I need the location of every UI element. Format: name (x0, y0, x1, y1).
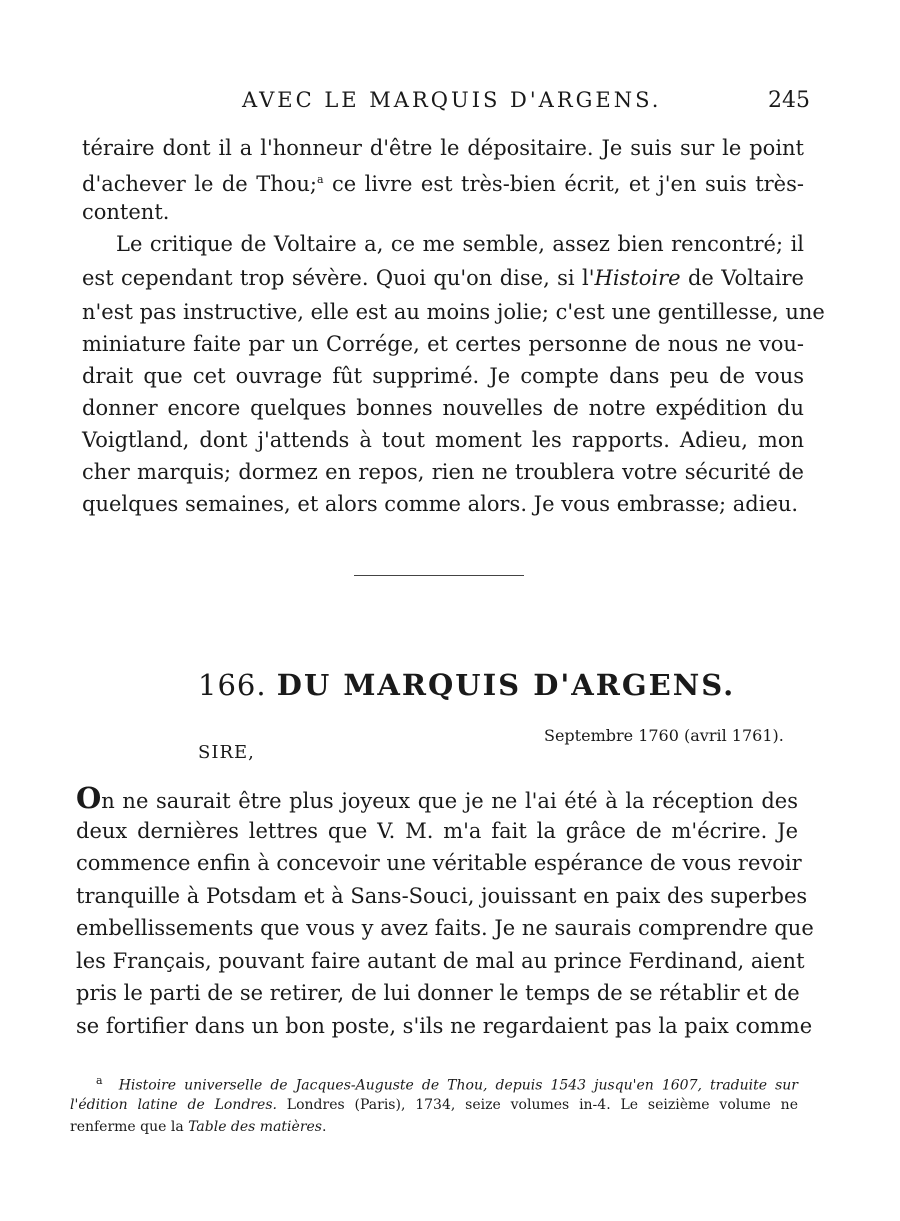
text-line: deux dernières lettres que V. M. m'a fait la grâce de m'écrire. Je (76, 819, 798, 843)
text-line: les Français, pouvant faire autant de mal au prince Ferdinand, aient (76, 949, 805, 973)
text-line: tranquille à Potsdam et à Sans-Souci, jouissant en paix des superbes (76, 884, 808, 908)
text-segment: de Voltaire (680, 266, 804, 290)
text-segment: ce livre est très-bien écrit, et j'en suis très- (332, 172, 804, 196)
footnote-marker: a (96, 1074, 103, 1087)
footnote-line (70, 1116, 798, 1138)
text-segment: d'achever le de Thou; (82, 172, 317, 196)
text-line: Le critique de Voltaire a, ce me semble, assez bien rencontré; il (116, 232, 804, 256)
letter-number: 166. (198, 668, 267, 702)
drop-cap: O (76, 781, 102, 815)
running-head (0, 88, 900, 118)
footnote-line (96, 1070, 798, 1097)
text-segment: est cependant trop sévère. Quoi qu'on dise, si l' (82, 266, 595, 290)
footnote-text: l'édition latine de Londres. (70, 1097, 277, 1113)
footnote-line (70, 1094, 798, 1116)
text-line: embellissements que vous y avez faits. Je ne saurais comprendre que (76, 916, 814, 940)
letter-date: Septembre 1760 (avril 1761). (544, 726, 784, 745)
footnote-text: Londres (Paris), 1734, seize volumes in-4. Le seizième volume ne (276, 1097, 798, 1113)
text-segment: n ne saurait être plus joyeux que je ne l'ai été à la réception des (101, 789, 798, 813)
text-line: téraire dont il a l'honneur d'être le dépositaire. Je suis sur le point (82, 136, 804, 160)
letter-heading (198, 668, 735, 702)
text-line: pris le parti de se retirer, de lui donner le temps de se rétablir et de (76, 981, 800, 1005)
footnote-text: Table des matières (188, 1119, 322, 1135)
salutation: SIRE, (198, 742, 255, 763)
page-number: 245 (768, 88, 810, 113)
text-line: donner encore quelques bonnes nouvelles de notre expédition du (82, 396, 804, 420)
text-line: Voigtland, dont j'attends à tout moment les rapports. Adieu, mon (82, 428, 804, 452)
text-line (82, 164, 804, 200)
italic-title: Histoire (594, 266, 681, 290)
letter-title: DU MARQUIS D'ARGENS. (276, 668, 736, 702)
text-line: drait que cet ouvrage fût supprimé. Je compte dans peu de vous (82, 364, 804, 388)
text-line (82, 262, 804, 294)
text-line: cher marquis; dormez en repos, rien ne troublera votre sécurité de (82, 460, 804, 484)
text-line: n'est pas instructive, elle est au moins jolie; c'est une gentillesse, une (82, 300, 825, 324)
text-line: miniature faite par un Corrége, et certes personne de nous ne vou- (82, 332, 804, 356)
section-divider (354, 575, 524, 576)
text-line: content. (82, 200, 170, 224)
text-line (76, 782, 798, 817)
text-line: se fortifier dans un bon poste, s'ils ne regardaient pas la paix comme (76, 1014, 813, 1038)
text-line: quelques semaines, et alors comme alors. Je vous embrasse; adieu. (82, 492, 799, 516)
footnote-text: . (321, 1119, 327, 1135)
running-head-title: AVEC LE MARQUIS D'ARGENS. (242, 88, 662, 112)
footnote-marker: a (316, 173, 324, 186)
footnote-text: Histoire universelle de Jacques-Auguste de Thou, depuis 1543 jusqu'en 1607, traduite sur (118, 1077, 799, 1094)
footnote-text: renferme que la (70, 1119, 189, 1135)
text-line: commence enfin à concevoir une véritable espérance de vous revoir (76, 851, 802, 875)
